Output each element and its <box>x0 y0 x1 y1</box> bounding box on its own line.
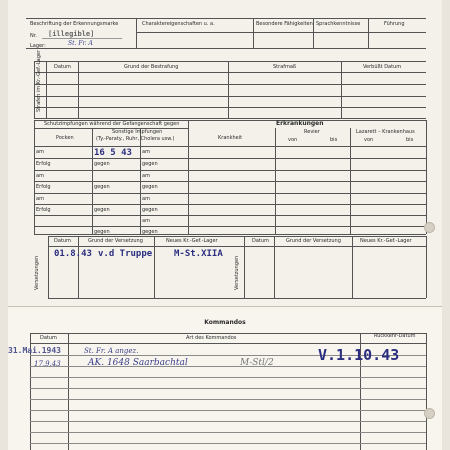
lazarett-bis: bis <box>406 137 414 143</box>
sonstige-gegen: gegen <box>94 184 110 190</box>
rule <box>78 61 79 118</box>
kommandos-title: Kommandos <box>204 319 246 326</box>
rule <box>92 128 93 234</box>
kommando-art-header: Art des Kommandos <box>186 335 237 341</box>
sonstige-am: am <box>142 149 150 155</box>
versetzungen-side-label-2: Versetzungen <box>234 255 240 290</box>
kommando-row2-date: 17.9.43 <box>34 360 61 368</box>
rule <box>34 107 426 108</box>
sonstige-gegen: gegen <box>94 229 110 235</box>
nr-value: [illegible] <box>48 30 95 38</box>
rule <box>253 18 254 48</box>
rule <box>136 32 426 33</box>
punch-hole <box>424 222 435 233</box>
strafen-side-label: Strafen im Kr.-Gef.-Lager <box>36 49 42 112</box>
rule <box>30 333 426 334</box>
versetzung-datum-header-2: Datum <box>252 238 269 244</box>
sonstige-gegen: gegen <box>94 207 110 213</box>
rule <box>341 61 342 118</box>
versetzung-lager-header: Neues Kr.-Gef.-Lager <box>166 238 218 244</box>
rule <box>228 61 229 118</box>
rule <box>48 246 426 247</box>
kommando-row-line <box>30 388 426 389</box>
strafen-verbuesst-header: Verbüßt Datum <box>363 64 402 70</box>
punch-hole <box>424 408 435 419</box>
charakter-header: Charaktereigenschaften u. a. <box>142 21 215 27</box>
kommando-rueckkehr-header: Rückkehr-Datum <box>374 333 416 339</box>
pocken-erfolg: Erfolg <box>36 184 51 190</box>
fuehrung-header: Führung <box>384 21 405 27</box>
pocken-am: am <box>36 196 44 202</box>
rule <box>30 343 426 344</box>
kommando-date-stamp: 31.Mai.1943 <box>8 346 61 355</box>
vaccination-date-stamp: 16 5 43 <box>94 148 132 158</box>
lazarett-header: Lazarett – Krankenhaus <box>356 129 415 135</box>
sonstige-am: am <box>142 218 150 224</box>
rule <box>34 72 426 73</box>
rule <box>136 18 137 48</box>
kommando-datum-header: Datum <box>40 335 57 341</box>
rule <box>140 128 141 234</box>
lager-value: St. Fr. A <box>68 40 93 47</box>
pocken-erfolg: Erfolg <box>36 161 51 167</box>
rule <box>34 118 426 119</box>
revier-bis: bis <box>330 137 338 143</box>
rule <box>426 120 427 234</box>
rule <box>34 61 426 62</box>
sonstige-header: Sonstige Impfungen <box>112 129 163 135</box>
versetzung-grund-header-2: Grund der Versetzung <box>286 238 341 244</box>
kommando-row1-text: St. Fr. A angez. <box>84 347 139 355</box>
kommando-row-line <box>30 443 426 444</box>
sprachkenntnisse-header: Sprachkenntnisse <box>316 21 361 27</box>
impfungen-title: Schutzimpfungen während der Gefangenschaft gegen <box>44 121 180 127</box>
rule <box>426 333 427 450</box>
rule <box>244 236 245 298</box>
kommando-row2-mark: M-Stl/2 <box>240 358 274 368</box>
prisoner-record-card <box>8 0 442 450</box>
rule <box>48 298 426 299</box>
rule <box>34 128 188 129</box>
strafen-grund-header: Grund der Bestrafung <box>124 64 179 70</box>
rule <box>350 128 351 234</box>
versetzung-grund-header: Grund der Versetzung <box>88 238 143 244</box>
strafen-strafmass-header: Strafmaß <box>273 64 297 70</box>
sonstige-sub-header: (Ty.-Paraty., Ruhr, Cholera usw.) <box>96 136 175 142</box>
rule <box>352 236 353 298</box>
versetzungen-side-label: Versetzungen <box>34 255 40 290</box>
rule <box>188 120 189 234</box>
rule <box>48 236 426 237</box>
sonstige-gegen: gegen <box>142 229 158 235</box>
kommando-row-line <box>30 377 426 378</box>
krankheit-header: Krankheit <box>218 135 243 141</box>
sonstige-gegen: gegen <box>142 184 158 190</box>
rule <box>48 236 49 298</box>
sonstige-gegen: gegen <box>94 161 110 167</box>
nr-label: Nr. <box>30 33 37 39</box>
transfer-date-stamp: 01.8.43 <box>54 249 92 259</box>
rule <box>78 236 79 298</box>
rule <box>34 96 426 97</box>
beschriftung-label: Beschriftung der Erkennungsmarke <box>30 21 119 27</box>
rule <box>274 236 275 298</box>
return-date-stamp: V.1.10.43 <box>318 346 400 364</box>
sonstige-gegen: gegen <box>142 207 158 213</box>
lazarett-von: von <box>364 137 374 143</box>
kommando-row2-text: AK. 1648 Saarbachtal <box>88 358 188 368</box>
back-page <box>8 310 442 450</box>
rule <box>34 61 35 118</box>
revier-header: Revier <box>304 129 320 135</box>
sonstige-am: am <box>142 196 150 202</box>
pocken-erfolg: Erfolg <box>36 207 51 213</box>
versetzung-datum-header: Datum <box>54 238 71 244</box>
rule <box>34 84 426 85</box>
rule <box>34 120 35 234</box>
revier-von: von <box>288 137 298 143</box>
rule <box>313 18 314 48</box>
rule <box>426 236 427 298</box>
kommando-row-line <box>30 432 426 433</box>
kommando-row-line <box>30 410 426 411</box>
kommando-row-line <box>30 421 426 422</box>
sonstige-am: am <box>142 173 150 179</box>
nr-line <box>42 38 122 39</box>
rule <box>368 18 369 48</box>
rule <box>34 234 426 235</box>
faehigkeiten-header: Besondere Fähigkeiten <box>256 21 313 27</box>
rule <box>26 18 426 19</box>
rule <box>275 128 276 234</box>
versetzung-lager-header-2: Neues Kr.-Gef.-Lager <box>360 238 412 244</box>
pocken-am: am <box>36 173 44 179</box>
strafen-datum-header: Datum <box>54 64 71 70</box>
erkrankungen-title: Erkrankungen <box>276 120 324 127</box>
transfer-reason-stamp: v.d Truppe <box>98 249 153 259</box>
pocken-header: Pocken <box>56 135 74 141</box>
lager-label: Lager: <box>30 43 46 49</box>
transfer-lager-stamp: M-St.XIIA <box>174 249 223 259</box>
kommando-row-line <box>30 399 426 400</box>
rule <box>46 61 47 118</box>
rule <box>154 236 155 298</box>
front-page <box>8 0 442 307</box>
pocken-am: am <box>36 149 44 155</box>
rule <box>26 48 426 49</box>
sonstige-gegen: gegen <box>142 161 158 167</box>
